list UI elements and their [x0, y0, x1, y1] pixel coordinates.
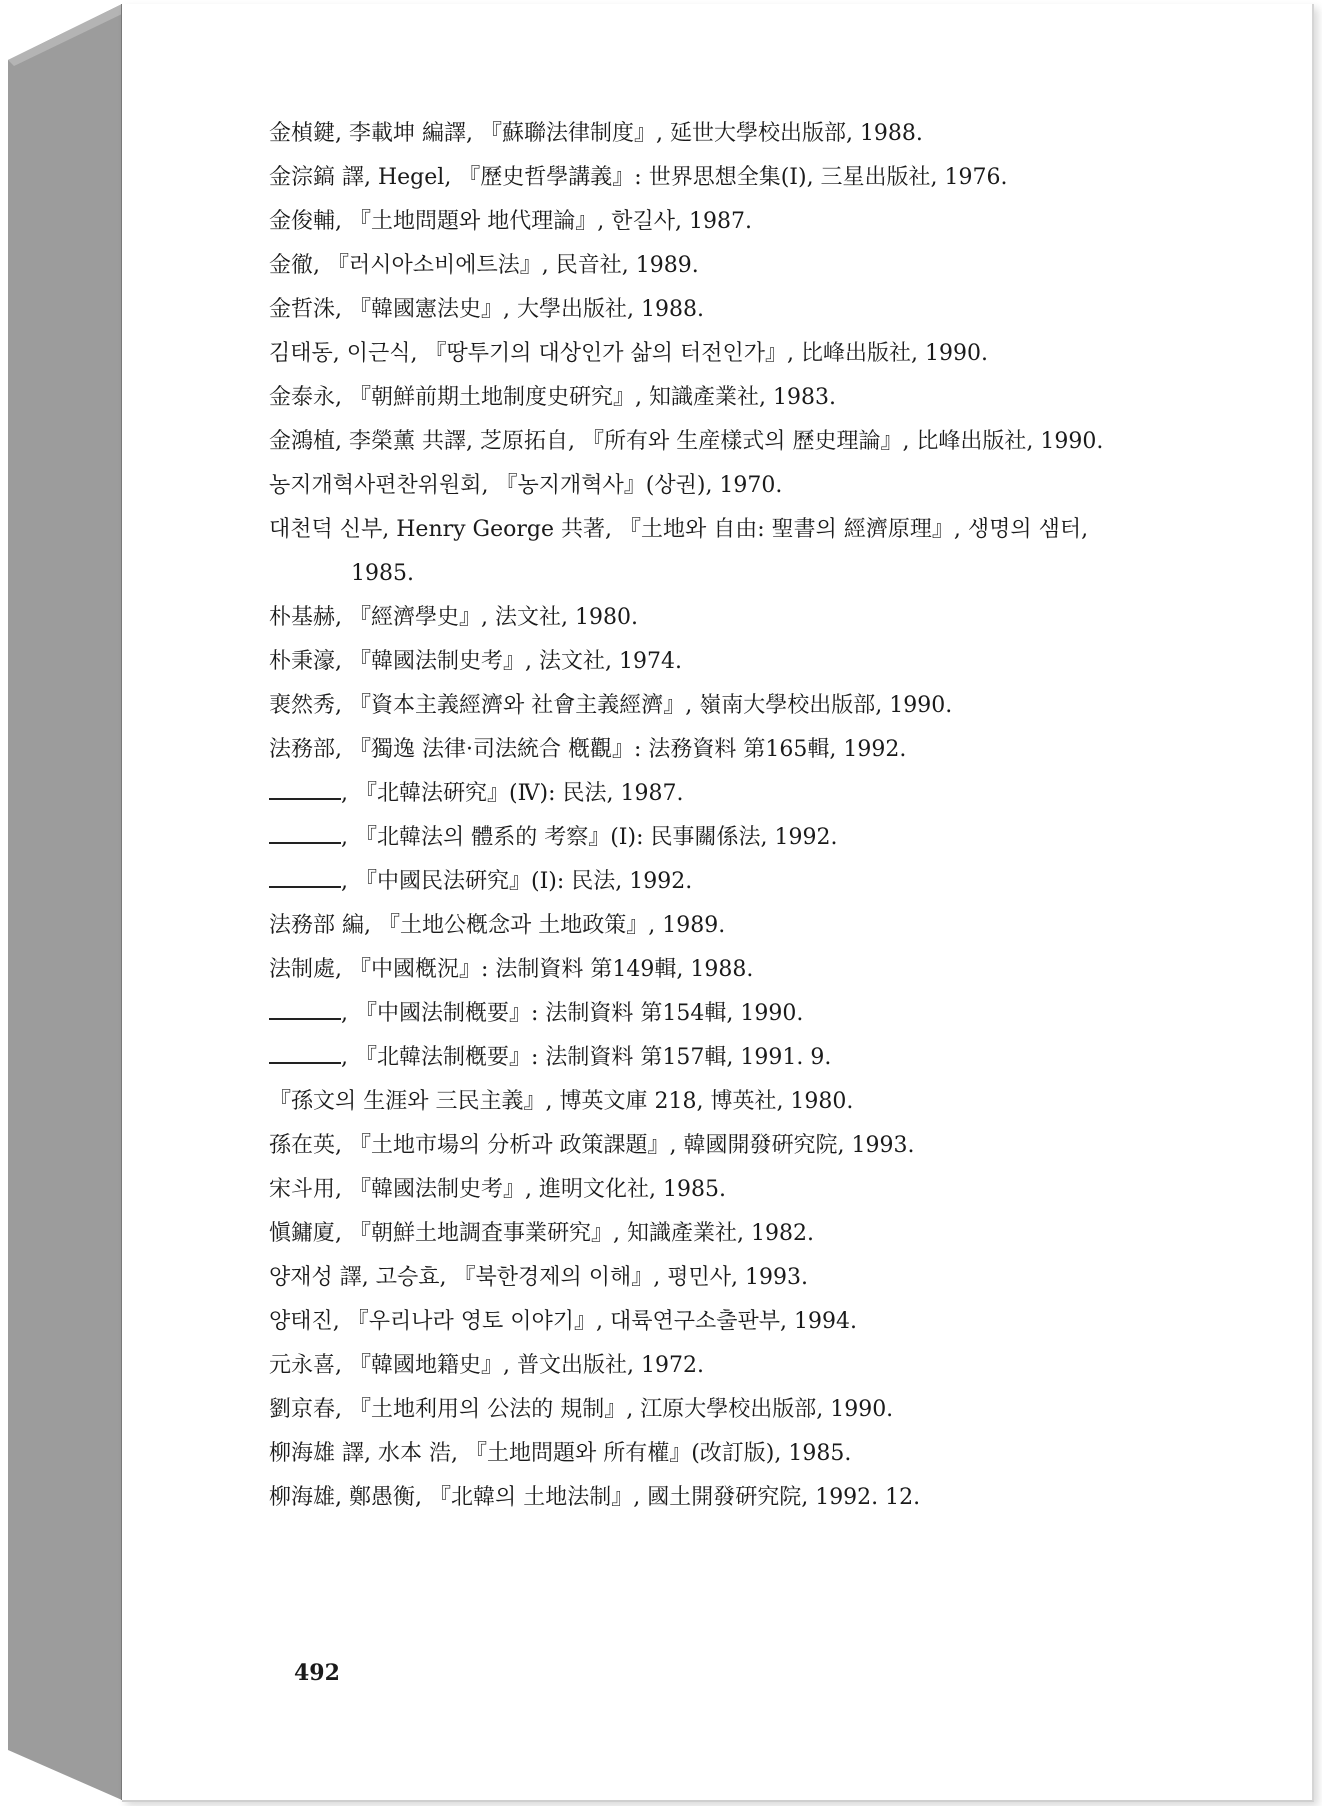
reference-entry	[269, 816, 1149, 860]
ditto-author-line	[269, 841, 341, 844]
reference-entry	[269, 1124, 1149, 1168]
reference-text: 裵然秀, 『資本主義經濟와 社會主義經濟』, 嶺南大學校出版部, 1990.	[269, 693, 953, 718]
ditto-author-line	[269, 1017, 341, 1020]
reference-text: 朴秉濠, 『韓國法制史考』, 法文社, 1974.	[269, 649, 682, 674]
reference-entry	[269, 1080, 1149, 1124]
reference-entry	[269, 1212, 1149, 1256]
reference-entry	[269, 200, 1149, 244]
reference-text: 양태진, 『우리나라 영토 이야기』, 대륙연구소출판부, 1994.	[269, 1309, 857, 1334]
reference-text: 金鴻植, 李榮薰 共譯, 芝原拓自, 『所有와 生産樣式의 歷史理論』, 比峰出版社, 1990.	[269, 429, 1104, 454]
reference-entry	[269, 1432, 1149, 1476]
reference-entry	[269, 948, 1149, 992]
reference-entry	[269, 508, 1149, 596]
ditto-author-line	[269, 797, 341, 800]
reference-text: 孫在英, 『土地市場의 分析과 政策課題』, 韓國開發硏究院, 1993.	[269, 1133, 915, 1158]
reference-entry	[269, 904, 1149, 948]
reference-entry	[269, 112, 1149, 156]
reference-entry	[269, 332, 1149, 376]
reference-entry	[269, 376, 1149, 420]
reference-text: 法務部, 『獨逸 法律·司法統合 槪觀』: 法務資料 第165輯, 1992.	[269, 737, 907, 762]
reference-entry	[269, 1476, 1149, 1520]
reference-text: 金楨鍵, 李載坤 編譯, 『蘇聯法律制度』, 延世大學校出版部, 1988.	[269, 121, 923, 146]
page-number: 492	[294, 1660, 340, 1686]
reference-text: 金哲洙, 『韓國憲法史』, 大學出版社, 1988.	[269, 297, 704, 322]
reference-text: 柳海雄, 鄭愚衡, 『北韓의 土地法制』, 國土開發硏究院, 1992. 12.	[269, 1485, 921, 1510]
reference-text: 宋斗用, 『韓國法制史考』, 進明文化社, 1985.	[269, 1177, 726, 1202]
reference-text: , 『中國民法硏究』(Ⅰ): 民法, 1992.	[341, 869, 693, 894]
reference-entry	[269, 1388, 1149, 1432]
bibliography-list	[269, 112, 1149, 1520]
reference-entry	[269, 1036, 1149, 1080]
reference-text: 法制處, 『中國槪況』: 法制資料 第149輯, 1988.	[269, 957, 754, 982]
reference-entry	[269, 860, 1149, 904]
ditto-author-line	[269, 1061, 341, 1064]
reference-text: 김태동, 이근식, 『땅투기의 대상인가 삶의 터전인가』, 比峰出版社, 1990.	[269, 341, 988, 366]
reference-entry	[269, 728, 1149, 772]
reference-entry	[269, 596, 1149, 640]
reference-text: 양재성 譯, 고승효, 『북한경제의 이해』, 평민사, 1993.	[269, 1265, 808, 1290]
reference-text: 『孫文의 生涯와 三民主義』, 博英文庫 218, 博英社, 1980.	[269, 1089, 854, 1114]
reference-text: 농지개혁사편찬위원회, 『농지개혁사』(상권), 1970.	[269, 473, 783, 498]
reference-text: 元永喜, 『韓國地籍史』, 普文出版社, 1972.	[269, 1353, 704, 1378]
reference-entry	[269, 1344, 1149, 1388]
reference-entry	[269, 244, 1149, 288]
reference-text: 愼鏞廈, 『朝鮮土地調査事業硏究』, 知識產業社, 1982.	[269, 1221, 814, 1246]
reference-text: , 『北韓法의 體系的 考察』(Ⅰ): 民事關係法, 1992.	[341, 825, 838, 850]
reference-text: 劉京春, 『土地利用의 公法的 規制』, 江原大學校出版部, 1990.	[269, 1397, 894, 1422]
reference-text: 金淙鎬 譯, Hegel, 『歷史哲學講義』: 世界思想全集(Ⅰ), 三星出版社, 1976.	[269, 165, 1008, 190]
reference-text: 金徹, 『러시아소비에트法』, 民音社, 1989.	[269, 253, 699, 278]
reference-entry	[269, 772, 1149, 816]
reference-text: 柳海雄 譯, 水本 浩, 『土地問題와 所有權』(改訂版), 1985.	[269, 1441, 852, 1466]
ditto-author-line	[269, 885, 341, 888]
reference-entry	[269, 992, 1149, 1036]
reference-text: 金俊輔, 『土地問題와 地代理論』, 한길사, 1987.	[269, 209, 752, 234]
reference-text: , 『北韓法制槪要』: 法制資料 第157輯, 1991. 9.	[341, 1045, 832, 1070]
reference-text: 法務部 編, 『土地公槪念과 土地政策』, 1989.	[269, 913, 726, 938]
reference-text: 朴基赫, 『經濟學史』, 法文社, 1980.	[269, 605, 638, 630]
reference-entry	[269, 1168, 1149, 1212]
reference-text: , 『北韓法硏究』(Ⅳ): 民法, 1987.	[341, 781, 684, 806]
reference-entry	[269, 1300, 1149, 1344]
reference-entry	[269, 640, 1149, 684]
reference-text: , 『中國法制槪要』: 法制資料 第154輯, 1990.	[341, 1001, 804, 1026]
reference-entry	[269, 1256, 1149, 1300]
reference-text: 金泰永, 『朝鮮前期土地制度史硏究』, 知識產業社, 1983.	[269, 385, 836, 410]
reference-entry	[269, 464, 1149, 508]
reference-entry	[269, 420, 1149, 464]
reference-text: 대천덕 신부, Henry George 共著, 『土地와 自由: 聖書의 經濟原理』, 생명의 샘터, 1985.	[269, 517, 1089, 586]
reference-entry	[269, 684, 1149, 728]
reference-entry	[269, 156, 1149, 200]
reference-entry	[269, 288, 1149, 332]
